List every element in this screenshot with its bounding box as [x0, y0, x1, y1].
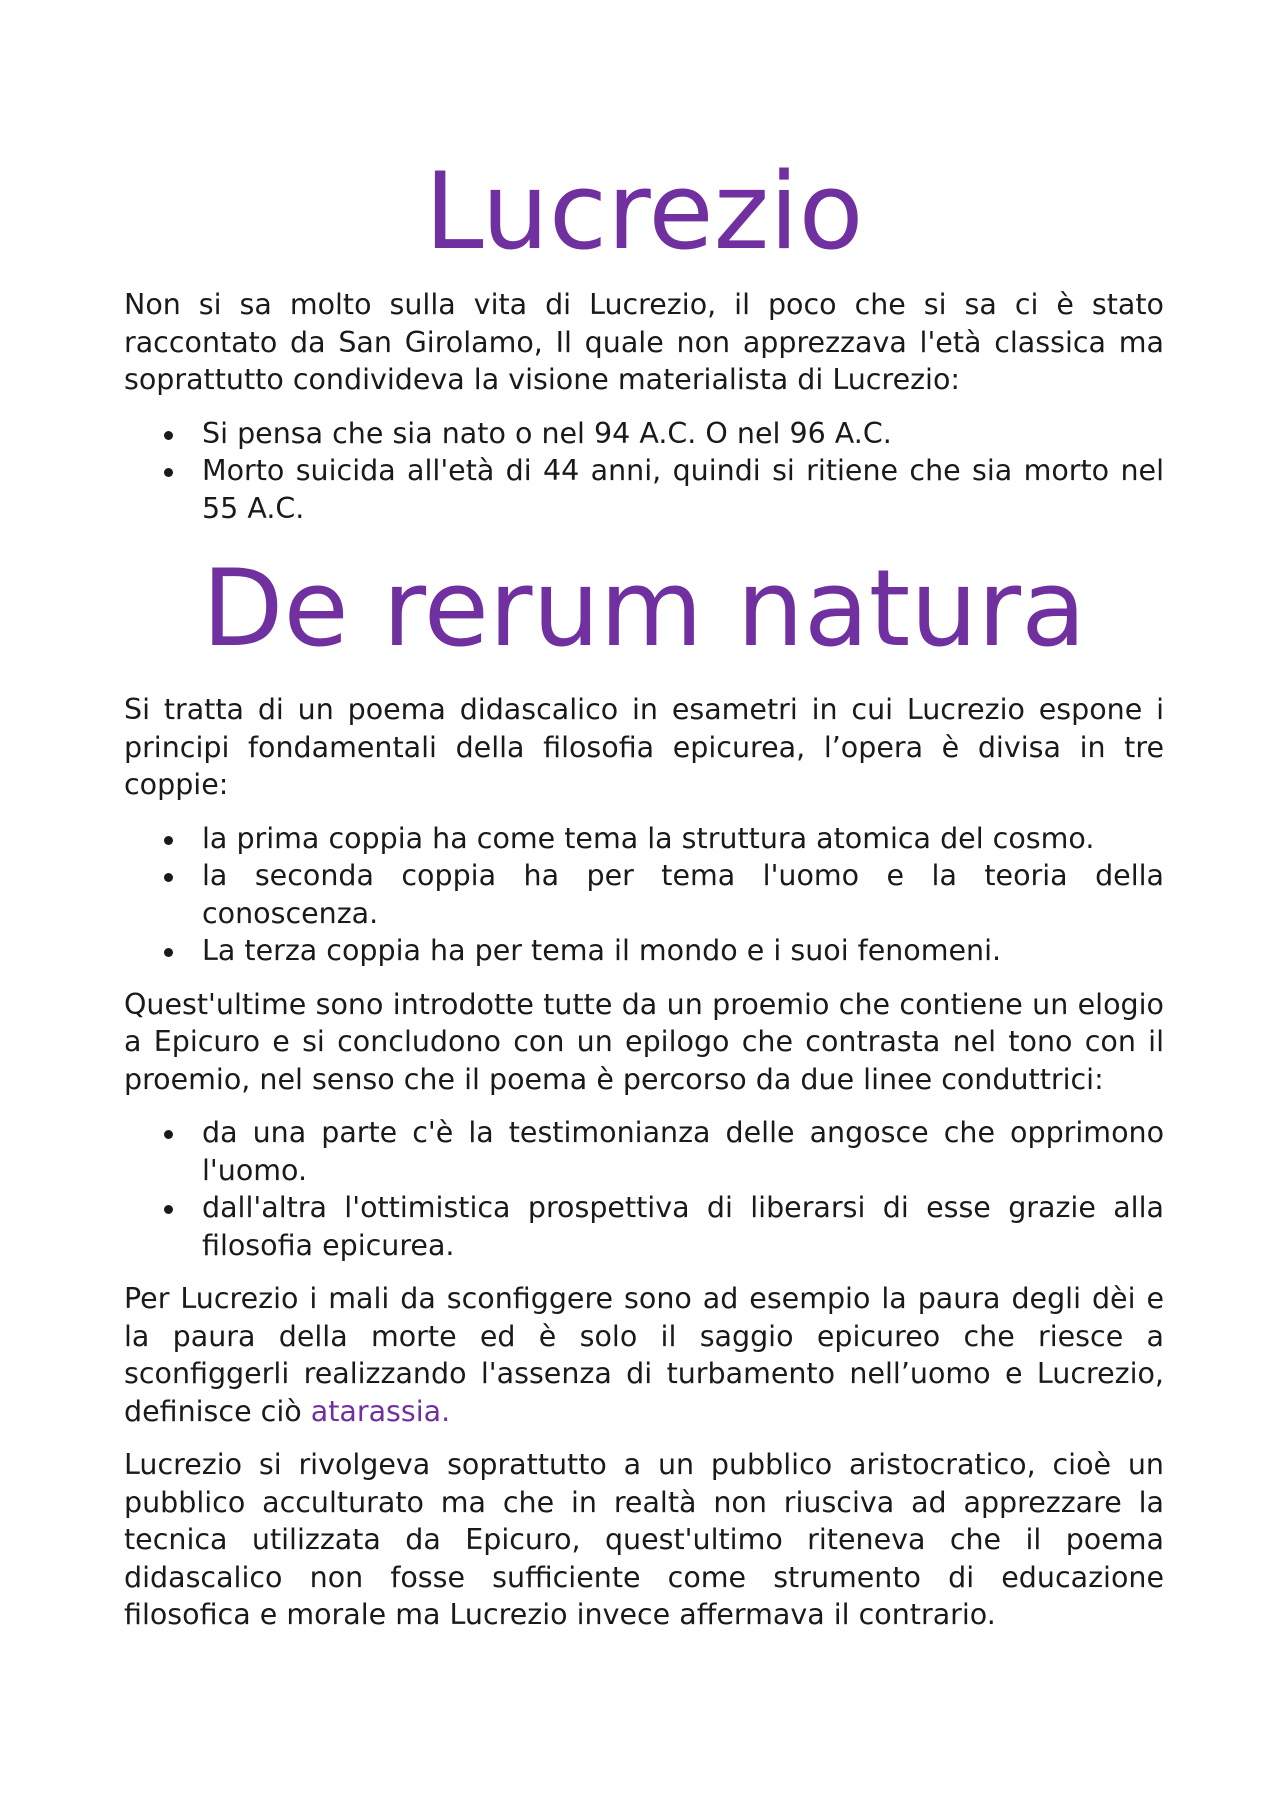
list-item: Si pensa che sia nato o nel 94 A.C. O nel 96 A.C. [202, 415, 1164, 453]
list-item: la seconda coppia ha per tema l'uomo e la teoria della conoscenza. [202, 857, 1164, 932]
evils-paragraph [124, 1280, 1164, 1430]
section-title: De rerum natura [201, 547, 1087, 670]
atarassia-term: atarassia. [310, 1394, 451, 1428]
audience-paragraph: Lucrezio si rivolgeva soprattutto a un pubblico aristocratico, cioè un pubblico acculturato ma che in realtà non riusciva ad apprezzare la tecnica utilizzata da Epicuro, quest'ultimo riteneva che il poema didascalico non fosse sufficiente come strumento di educazione filosofica e morale ma Lucrezio invece affermava il contrario. [124, 1448, 1164, 1631]
lines-list [124, 1114, 1164, 1264]
document-page [124, 0, 1164, 1634]
couples-list [124, 820, 1164, 970]
list-item: Morto suicida all'età di 44 anni, quindi si ritiene che sia morto nel 55 A.C. [202, 452, 1164, 527]
page-title: Lucrezio [424, 150, 864, 273]
evils-text: Per Lucrezio i mali da sconfiggere sono ad esempio la paura degli dèi e la paura della morte ed è solo il saggio epicureo che riesce a sconfiggerli realizzando l'assenza di turbamento nell’uomo e Lucrezio, definisce ciò [124, 1282, 1164, 1428]
list-item: La terza coppia ha per tema il mondo e i suoi fenomeni. [202, 932, 1164, 970]
bio-list [124, 415, 1164, 528]
section-intro-paragraph: Si tratta di un poema didascalico in esametri in cui Lucrezio espone i principi fondamentali della filosofia epicurea, l’opera è divisa in tre coppie: [124, 693, 1164, 801]
intro-paragraph: Non si sa molto sulla vita di Lucrezio, il poco che si sa ci è stato raccontato da San Girolamo, Il quale non apprezzava l'età classica ma soprattutto condivideva la visione materialista di Lucrezio: [124, 288, 1164, 396]
list-item: la prima coppia ha come tema la struttura atomica del cosmo. [202, 820, 1164, 858]
proem-paragraph: Quest'ultime sono introdotte tutte da un proemio che contiene un elogio a Epicuro e si concludono con un epilogo che contrasta nel tono con il proemio, nel senso che il poema è percorso da due linee conduttrici: [124, 987, 1164, 1096]
list-item: da una parte c'è la testimonianza delle angosce che opprimono l'uomo. [202, 1114, 1164, 1189]
list-item: dall'altra l'ottimistica prospettiva di liberarsi di esse grazie alla filosofia epicurea. [202, 1189, 1164, 1264]
